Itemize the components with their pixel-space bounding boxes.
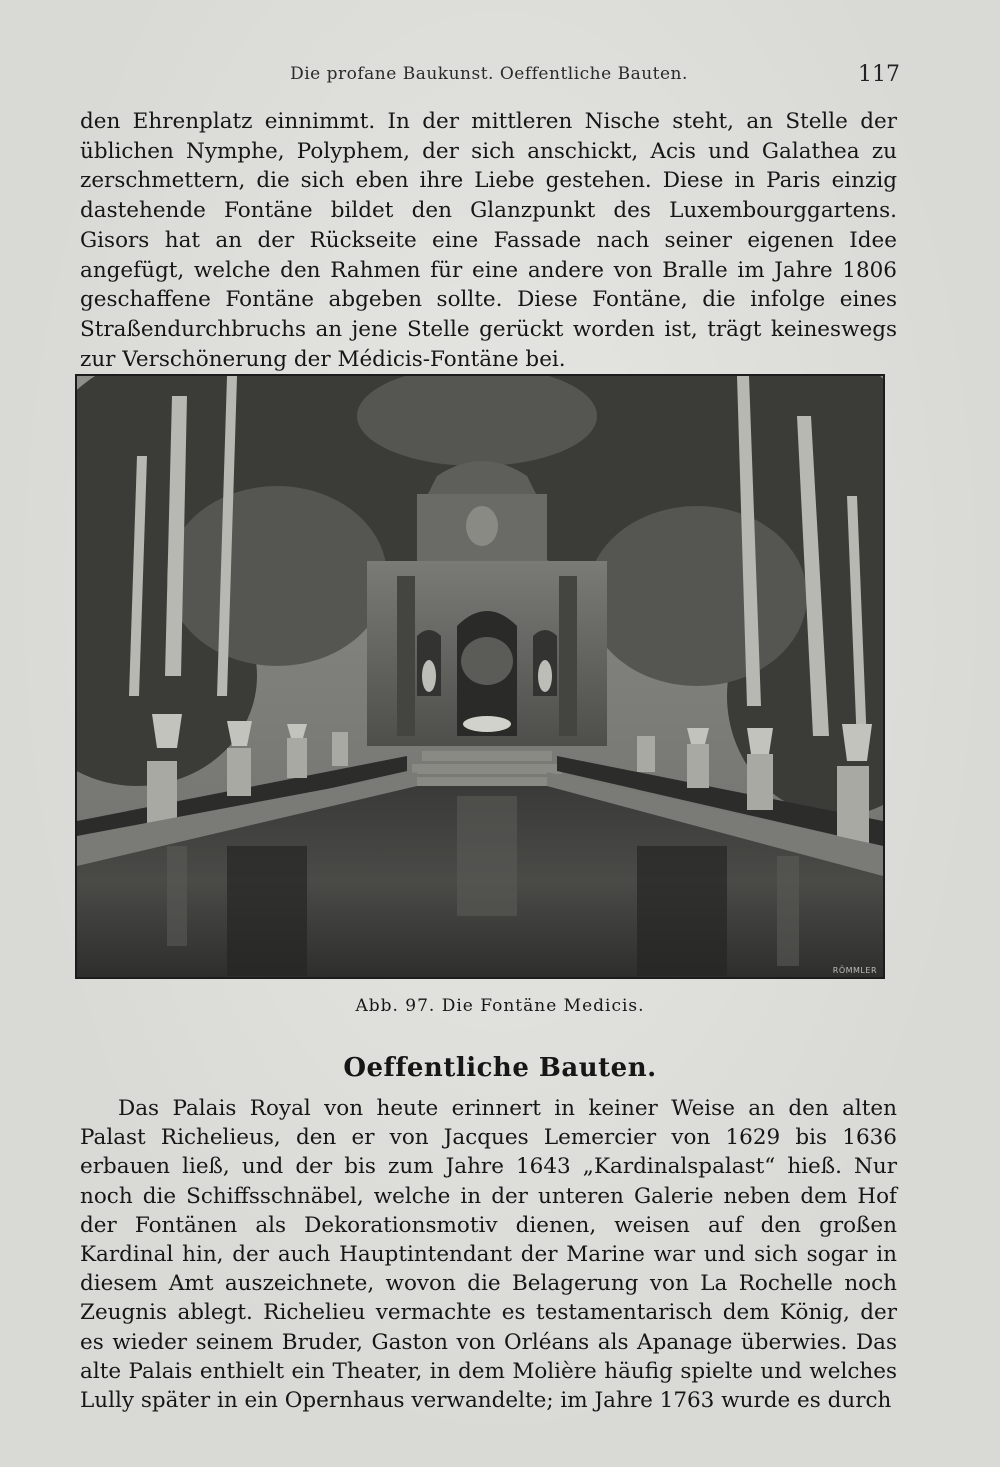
figure-photo-medici-fountain xyxy=(75,374,885,979)
photographer-mark: RÖMMLER xyxy=(832,966,877,975)
figure-caption: Abb. 97. Die Fontäne Medicis. xyxy=(355,996,645,1016)
running-head: Die profane Baukunst. Oeffentliche Bauten. xyxy=(290,64,688,84)
photo-illustration xyxy=(77,376,883,977)
body-paragraph-2: Das Palais Royal von heute erinnert in keiner Weise an den alten Palast Richelieus, den er von Jacques Lemercier von 1629 bis 1636 erbauen ließ, und der bis zum Jahre 1643 „Kardinalspalast“ hieß. Nur noch die Schiffsschnäbel, welche in der unteren Galerie neben dem Hof der Fontänen als Dekorationsmotiv dienen, weisen auf den großen Kardinal hin, der auch Hauptintendant der Marine war und sich sogar in diesem Amt auszeichnete, wovon die Belagerung von La Rochelle noch Zeugnis ablegt. Richelieu vermachte es testamentarisch dem König, der es wieder seinem Bruder, Gaston von Orléans als Apanage überwies. Das alte Palais enthielt ein Theater, in dem Molière häufig spielte und welches Lully später in ein Opernhaus verwandelte; im Jahre 1763 wurde es durch xyxy=(80,1096,897,1414)
section-heading: Oeffentliche Bauten. xyxy=(343,1053,657,1083)
page-header xyxy=(78,62,900,92)
body-paragraph-1: den Ehrenplatz einnimmt. In der mittleren Nische steht, an Stelle der üblichen Nymphe, Polyphem, der sich anschickt, Acis und Galathea zu zerschmettern, die sich eben ihre Liebe gestehen. Diese in Paris einzig dastehende Fontäne bildet den Glanzpunkt des Luxembourggartens. Gisors hat an der Rückseite eine Fassade nach seiner eigenen Idee angefügt, welche den Rahmen für eine andere von Bralle im Jahre 1806 geschaffene Fontäne abgeben sollte. Diese Fontäne, die infolge eines Straßendurchbruchs an jene Stelle gerückt worden ist, trägt keineswegs zur Verschönerung der Médicis-Fontäne bei. xyxy=(80,109,897,372)
page-number: 117 xyxy=(858,62,900,87)
